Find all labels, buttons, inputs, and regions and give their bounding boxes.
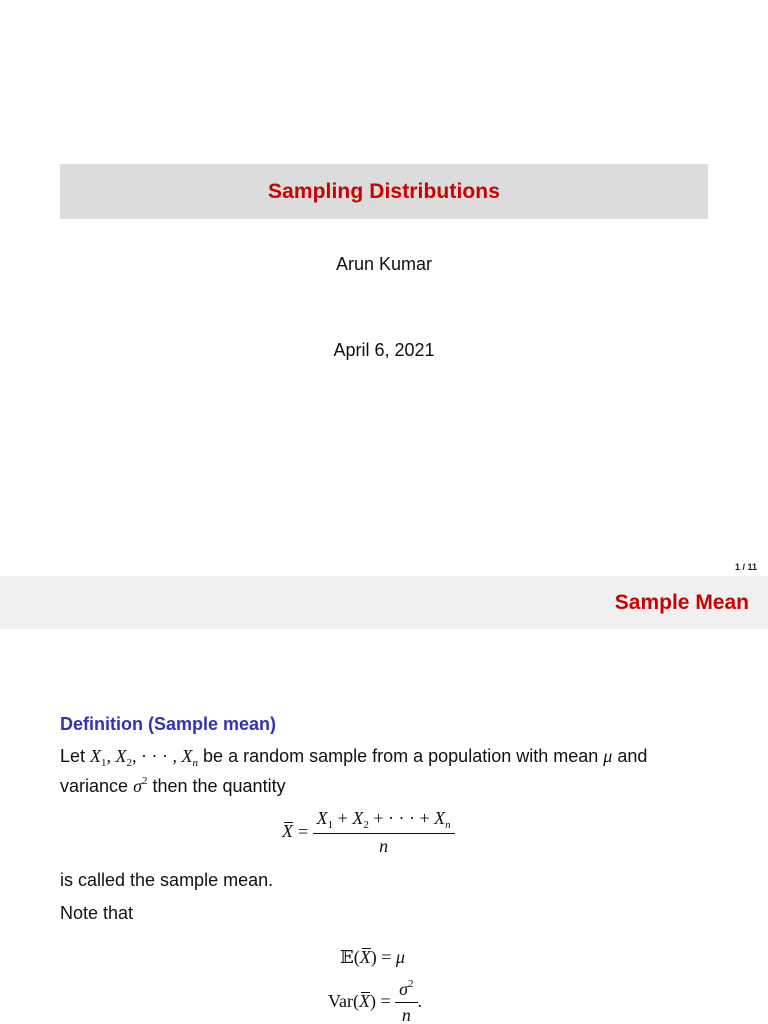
line1-suffix: and	[617, 746, 648, 766]
definition-line-1	[60, 746, 647, 769]
page-number: 1 / 11	[734, 562, 757, 572]
expectation-equation: 𝔼(X) = μ	[340, 947, 405, 967]
sample-mean-equation: X = $\frac{X_1 + X_2 + \cdot \cdot \cdot + X_n}{n}$	[282, 808, 455, 857]
definition-line-3: is called the sample mean.	[60, 870, 274, 890]
expectation-operator: 𝔼(	[340, 947, 360, 967]
line2-prefix: variance	[60, 776, 129, 796]
presentation-date: April 6, 2021	[333, 340, 435, 360]
fraction-denominator: n	[379, 836, 389, 856]
xbar-symbol: X	[282, 821, 293, 842]
sample-mean-fraction	[313, 808, 455, 857]
author-name: Arun Kumar	[335, 254, 433, 274]
fraction-numerator: $X_1 + X_2$ + · · · + $X_n$	[313, 808, 455, 834]
line1-prefix: Let	[60, 746, 86, 766]
sigma-squared-math: $\sigma^2$	[133, 775, 148, 796]
variance-fraction: $\frac{\sigma^2}{n}$	[395, 978, 417, 1024]
title-box	[60, 164, 708, 219]
line2-suffix: then the quantity	[152, 776, 286, 796]
line1-mid: be a random sample from a population with mean	[203, 746, 599, 766]
mu-symbol: μ	[603, 746, 613, 766]
definition-title: Definition (Sample mean)	[60, 714, 277, 734]
presentation-title: Sampling Distributions	[267, 179, 501, 203]
sample-mean-slide	[0, 576, 768, 1024]
frame-title: Sample Mean	[614, 591, 749, 614]
variance-equation: Var(X) = $\frac{\sigma^2}{n}$ .	[328, 978, 423, 1024]
definition-line-2	[60, 775, 286, 797]
variance-operator: Var(	[328, 990, 359, 1011]
sample-variables-math: $X_1$, $X_2$, · · · , $X_n$	[90, 746, 199, 769]
frame-header	[0, 576, 768, 629]
note-line: Note that	[60, 903, 134, 923]
